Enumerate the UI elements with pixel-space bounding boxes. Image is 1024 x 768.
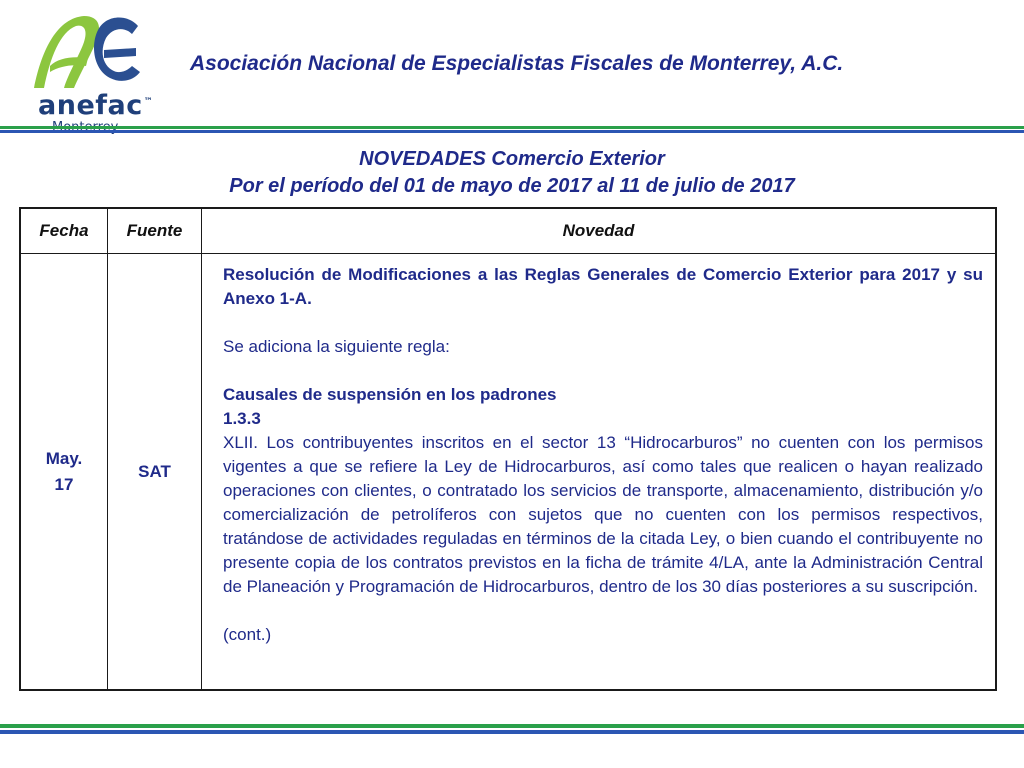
rule-number: 1.3.3 bbox=[223, 409, 261, 428]
header-fuente: Fuente bbox=[108, 208, 202, 254]
news-table bbox=[19, 207, 997, 691]
novedad-intro: Se adiciona la siguiente regla: bbox=[223, 337, 450, 356]
continued-note: (cont.) bbox=[223, 625, 272, 644]
page-title: NOVEDADES Comercio Exterior bbox=[359, 148, 665, 170]
cell-fuente: SAT bbox=[108, 254, 202, 691]
table-row bbox=[20, 254, 996, 691]
fecha-month: May. bbox=[45, 448, 83, 468]
ae-monogram-icon bbox=[28, 8, 148, 94]
trademark-mark: ™ bbox=[143, 97, 154, 107]
table-header-row bbox=[20, 208, 996, 254]
top-green-band bbox=[0, 126, 1024, 129]
header-fecha: Fecha bbox=[20, 208, 108, 254]
cell-fecha bbox=[20, 254, 108, 691]
header-novedad: Novedad bbox=[202, 208, 997, 254]
rule-title: Causales de suspensión en los padrones bbox=[223, 385, 557, 404]
organization-title: Asociación Nacional de Especialistas Fiscales de Monterrey, A.C. bbox=[190, 52, 844, 75]
cell-novedad bbox=[202, 254, 997, 691]
bottom-blue-band bbox=[0, 730, 1024, 734]
logo-wordmark: anefac™ bbox=[38, 90, 154, 121]
page-subtitle-period: Por el período del 01 de mayo de 2017 al 11 de julio de 2017 bbox=[229, 175, 795, 197]
resolution-title: Resolución de Modificaciones a las Reglas Generales de Comercio Exterior para 2017 y su Anexo 1-A. bbox=[223, 265, 983, 308]
fecha-day: 17 bbox=[54, 474, 74, 494]
anefac-logo bbox=[28, 8, 154, 128]
rule-body: XLII. Los contribuyentes inscritos en el sector 13 “Hidrocarburos” no cuenten con los permisos vigentes a que se refiere la Ley de Hidrocarburos, así como tales que realicen o hayan realizado operaciones con clientes, o contratado los servicios de transporte, almacenamiento, distribución y/o comercialización de petrolíferos con sujetos que no cuenten con los permisos respectivos, tratándose de actividades reguladas en términos de la citada Ley, o bien cuando el contribuyente no presente copia de los contratos previstos en la ficha de trámite 4/LA, ante la Administración Central de Planeación y Programación de Hidrocarburos, dentro de los 30 días posteriores a su suscripción. bbox=[223, 433, 983, 596]
bottom-green-band bbox=[0, 724, 1024, 728]
top-blue-band bbox=[0, 130, 1024, 133]
